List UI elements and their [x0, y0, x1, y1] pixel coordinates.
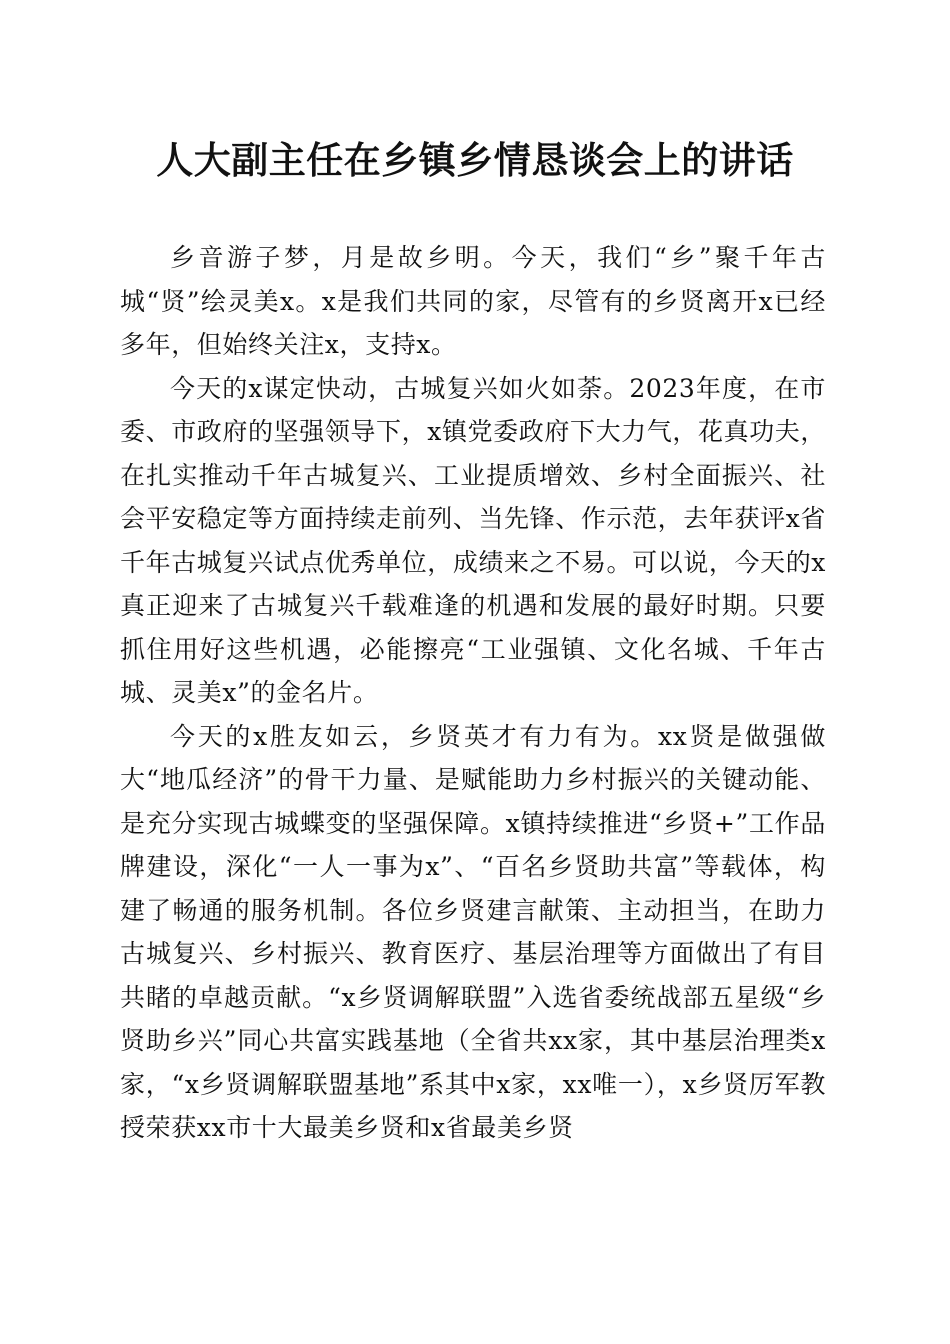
paragraph-1: 乡音游子梦，月是故乡明。今天，我们“乡”聚千年古城“贤”绘灵美x。x是我们共同的家，尽管有的乡贤离开x已经多年，但始终关注x，支持x。 [120, 243, 826, 359]
paragraph-3: 今天的x胜友如云，乡贤英才有力有为。xx贤是做强做大“地瓜经济”的骨干力量、是赋能助力乡村振兴的关键动能、是充分实现古城蝶变的坚强保障。x镇持续推进“乡贤+”工作品牌建设，深化“一人一事为x”、“百名乡贤助共富”等载体，构建了畅通的服务机制。各位乡贤建言献策、主动担当，在助力古城复兴、乡村振兴、教育医疗、基层治理等方面做出了有目共睹的卓越贡献。“x乡贤调解联盟”入选省委统战部五星级“乡贤助乡兴”同心共富实践基地（全省共xx家，其中基层治理类x家，“x乡贤调解联盟基地”系其中x家，xx唯一），x乡贤厉军教授荣获xx市十大最美乡贤和x省最美乡贤 [120, 721, 826, 1142]
document-body [120, 236, 826, 1150]
paragraph-2: 今天的x谋定快动，古城复兴如火如荼。2023年度，在市委、市政府的坚强领导下，x镇党委政府下大力气，花真功夫，在扎实推动千年古城复兴、工业提质增效、乡村全面振兴、社会平安稳定等方面持续走前列、当先锋、作示范，去年获评x省千年古城复兴试点优秀单位，成绩来之不易。可以说，今天的x真正迎来了古城复兴千载难逢的机遇和发展的最好时期。只要抓住用好这些机遇，必能擦亮“工业强镇、文化名城、千年古城、灵美x”的金名片。 [120, 373, 826, 707]
document-title: 人大副主任在乡镇乡情恳谈会上的讲话 [156, 138, 794, 182]
